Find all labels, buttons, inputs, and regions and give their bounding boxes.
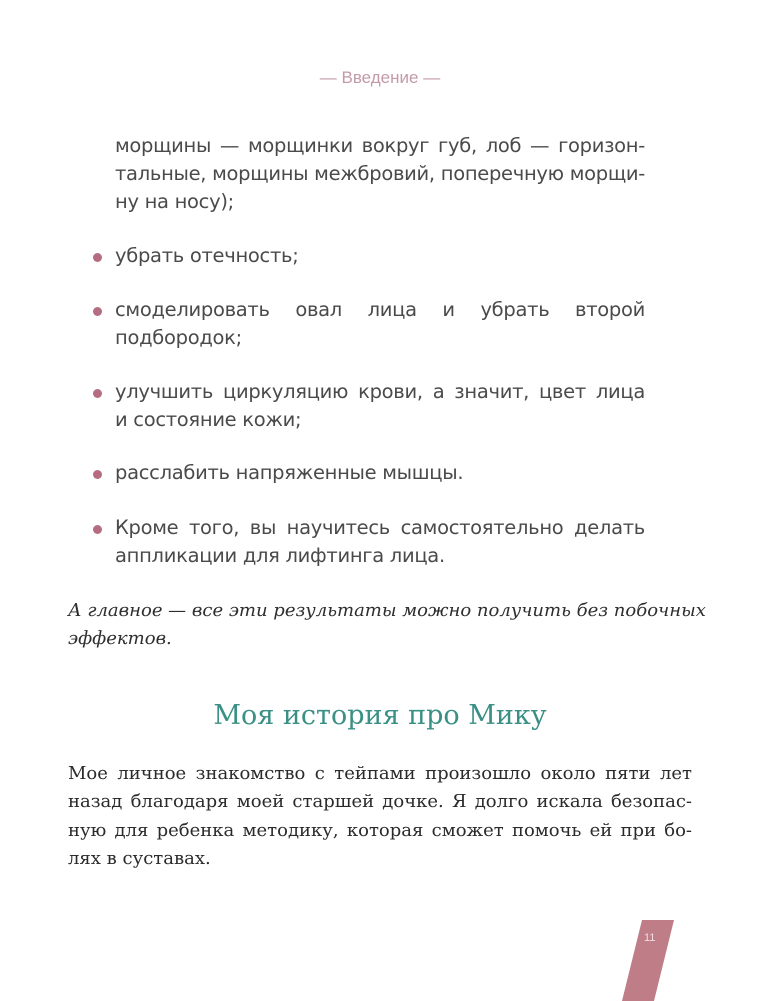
list-continuation-line: тальные, морщины межбровий, поперечную морщи- [115,162,645,185]
paragraph-line: Мое личное знакомство с тейпами произошло около пяти лет [68,763,692,784]
list-continuation-line: морщины — морщинки вокруг губ, лоб — горизон- [115,134,645,157]
running-header: — Введение — [319,68,441,87]
list-item: смоделировать овал лица и убрать второй [115,298,645,321]
bullet-icon [93,389,102,398]
list-item: улучшить циркуляцию крови, а значит, цвет лица [115,380,645,403]
list-item: подбородок; [115,326,242,349]
list-item: и состояние кожи; [115,408,302,431]
paragraph-line: лях в суставах. [68,848,211,869]
bullet-icon [93,253,102,262]
list-item: аппликации для лифтинга лица. [115,544,445,567]
bullet-icon [93,470,102,479]
paragraph-line: назад благодаря моей старшей дочке. Я долго искала безопас- [68,791,692,812]
list-continuation-line: ну на носу); [115,190,234,213]
emphasis-line: А главное — все эти результаты можно получить без побочных [68,600,706,621]
bullet-icon [93,525,102,534]
section-title: Моя история про Мику [213,700,547,731]
list-item: расслабить напряженные мышцы. [115,461,464,484]
list-item: Кроме того, вы научитесь самостоятельно делать [115,516,645,539]
paragraph-line: ную для ребенка методику, которая сможет помочь ей при бо- [68,820,692,841]
list-item: убрать отечность; [115,244,299,267]
page-number: 11 [644,932,656,944]
bullet-icon [93,307,102,316]
emphasis-line: эффектов. [68,628,172,649]
